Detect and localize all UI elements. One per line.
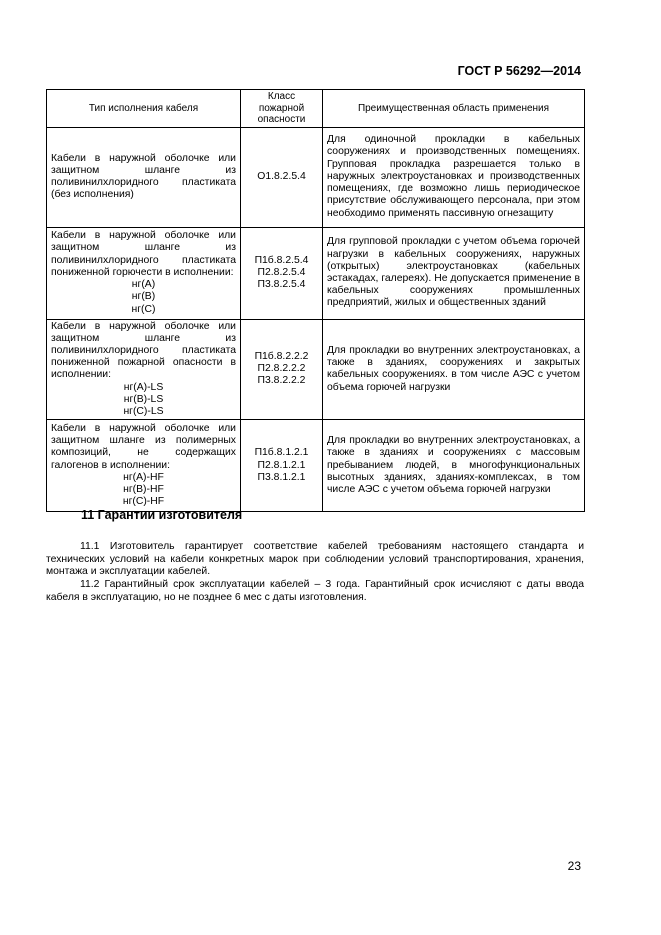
cell-fire-class [241, 227, 323, 319]
section-title: 11 Гарантии изготовителя [81, 508, 243, 522]
fire-class-code: П3.8.2.5.4 [257, 279, 306, 291]
fire-class-code: П1б.8.1.2.1 [254, 447, 309, 459]
cable-grade: нг(А) [131, 279, 156, 291]
cell-cable-type [47, 420, 241, 512]
table-row [47, 127, 585, 227]
cable-type-text: Кабели в наружной оболочке или защитном шланге из поливинилхлоридного пластиката (без исполнения) [51, 152, 236, 201]
cell-cable-type [47, 127, 241, 227]
cell-application-area: Для прокладки во внутренних электроустановках, а также в зданиях и сооружениях с массовым пребыванием людей, в многофункциональных высотных зданиях, зданиях-комплексах, в том числе АЭС с учетом объема горючей нагрузки [323, 420, 585, 512]
cable-type-text: Кабели в наружной оболочке или защитном шланге из поливинилхлоридного пластиката пониженной горючести в исполнении: [51, 230, 236, 278]
cable-grade: нг(С) [131, 303, 156, 315]
cable-grade: нг(А)-LS [123, 381, 164, 393]
cell-application-area: Для прокладки во внутренних электроустановках, а также в зданиях, сооружениях и закрытых кабельных сооружениях. в том числе АЭС с учетом объема горючей нагрузки [323, 319, 585, 420]
fire-class-code: П2.8.2.5.4 [257, 266, 306, 278]
header-cable-type: Тип исполнения кабеля [47, 90, 241, 128]
cable-grade: нг(В)-HF [123, 483, 164, 495]
fire-class-code: О1.8.2.5.4 [257, 170, 306, 182]
cable-grade: нг(А)-HF [123, 471, 164, 483]
standard-code: ГОСТ Р 56292—2014 [457, 64, 581, 78]
fire-class-code: П3.8.2.2.2 [257, 375, 306, 387]
cable-types-table [46, 89, 585, 512]
table-header-row [47, 90, 585, 128]
table-row [47, 319, 585, 420]
cable-type-text: Кабели в наружной оболочке или защитном шланге из поливинилхлоридного пластиката пониженной пожарной опасности в исполнении: [51, 320, 236, 381]
cell-application-area: Для одиночной прокладки в кабельных сооружениях и производственных помещениях. Групповая прокладка разрешается только в наружных электроустановках и производственных помещениях, где возможно лишь периодическое присутствие обслуживающего персонала, при этом необходимо применять пассивную огнезащиту [323, 127, 585, 227]
fire-class-code: П2.8.1.2.1 [257, 459, 306, 471]
cable-grade: нг(С)-HF [122, 496, 165, 508]
fire-class-code: П2.8.2.2.2 [257, 363, 306, 375]
header-application-area: Преимущественная область применения [323, 90, 585, 128]
cell-fire-class [241, 127, 323, 227]
cell-application-area: Для групповой прокладки с учетом объема горючей нагрузки в кабельных сооружениях, наружных (открытых) электроустановках (кабельных эстакадах, галереях). Не допускается применение в кабельных сооружениях промышленных предприятий, жилых и общественных зданий [323, 227, 585, 319]
cell-cable-type [47, 227, 241, 319]
header-fire-class: Класс пожарной опасности [241, 90, 323, 128]
fire-class-code: П3.8.1.2.1 [257, 471, 306, 483]
table-row [47, 227, 585, 319]
paragraph-11-1: 11.1 Изготовитель гарантирует соответствие кабелей требованиям настоящего стандарта и технических условий на кабели конкретных марок при соблюдении условий транспортирования, хранения, монтажа и эксплуатации кабелей. [46, 541, 584, 578]
cable-grade: нг(В) [131, 291, 156, 303]
fire-class-code: П1б.8.2.5.4 [254, 254, 309, 266]
table-row [47, 420, 585, 512]
cable-type-text: Кабели в наружной оболочке или защитном шланге из полимерных композиций, не содержащих галогенов в исполнении: [51, 422, 236, 471]
cell-fire-class [241, 319, 323, 420]
cable-grade: нг(С)-LS [123, 405, 164, 417]
page-number: 23 [567, 859, 581, 873]
paragraph-11-2: 11.2 Гарантийный срок эксплуатации кабелей – 3 года. Гарантийный срок исчисляют с даты ввода кабеля в эксплуатацию, но не позднее 6 мес с даты изготовления. [46, 579, 584, 603]
cell-fire-class [241, 420, 323, 512]
fire-class-code: П1б.8.2.2.2 [254, 351, 309, 362]
cable-grade: нг(В)-LS [123, 393, 164, 405]
cell-cable-type [47, 319, 241, 420]
